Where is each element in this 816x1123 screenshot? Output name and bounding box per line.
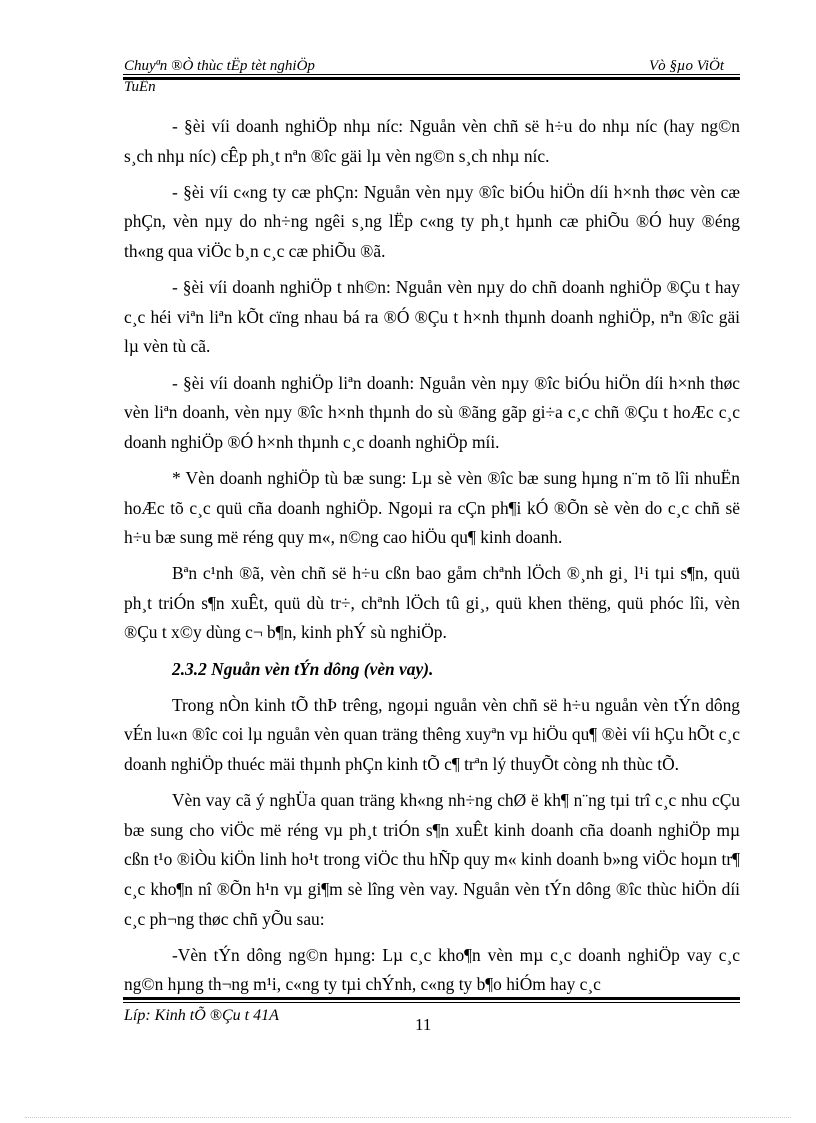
- paragraph: - §èi víi c«ng ty cæ phÇn: Nguån vèn nµy ®îc biÓu hiÖn díi h×nh thøc vèn cæ phÇn, vèn nµy do nh÷ng ngêi s¸ng lËp c«ng ty ph¸t hµnh cæ phiÕu ®Ó huy ®éng th«ng qua viÖc b¸n c¸c cæ phiÕu ®ã.: [124, 181, 740, 261]
- paragraph: Vèn vay cã ý nghÜa quan träng kh«ng nh÷ng chØ ë kh¶ n¨ng tµi trî c¸c nhu cÇu bæ sung cho viÖc më réng vµ ph¸t triÓn s¶n xuÊt kinh doanh cña doanh nghiÖp mµ cßn t¹o ®iÒu kiÖn linh ho¹t trong viÖc thu hÑp quy m« kinh doanh b»ng viÖc hoµn tr¶ c¸c kho¶n nî ®Õn h¹n vµ gi¶m sè lîng vèn vay. Nguån vèn tÝn dông ®îc thùc hiÖn díi c¸c ph¬ng thøc chñ yÕu sau:: [124, 790, 740, 929]
- page-number: 11: [415, 1015, 432, 1034]
- header-rule-thick: [123, 77, 740, 80]
- paragraph: -Vèn tÝn dông ng©n hµng: Lµ c¸c kho¶n vèn mµ c¸c doanh nghiÖp vay c¸c ng©n hµng th¬ng m¹i, c«ng ty tµi chÝnh, c«ng ty b¶o hiÓm hay c¸c: [124, 944, 740, 995]
- header-title: Chuyªn ®Ò thùc tËp tèt nghiÖp: [124, 58, 315, 74]
- paragraph: - §èi víi doanh nghiÖp liªn doanh: Nguån vèn nµy ®îc biÓu hiÖn díi h×nh thøc vèn liªn doanh, vèn nµy ®îc h×nh thµnh do sù ®ãng gãp gi÷a c¸c chñ ®Çu t hoÆc c¸c doanh nghiÖp ®Ó h×nh thµnh c¸c doanh nghiÖp míi.: [124, 372, 740, 452]
- page-bottom-edge: [25, 1117, 791, 1118]
- header-rule-thin: [123, 74, 740, 75]
- paragraph: - §èi víi doanh nghiÖp t nh©n: Nguån vèn nµy do chñ doanh nghiÖp ®Çu t hay c¸c héi viªn liªn kÕt cïng nhau bá ra ®Ó ®Çu t h×nh thµnh doanh nghiÖp, nªn ®îc gäi lµ vèn tù cã.: [124, 277, 740, 357]
- paragraph: Trong nÒn kinh tÕ thÞ trêng, ngoµi nguån vèn chñ së h÷u nguån vèn tÝn dông vÉn lu«n ®îc coi lµ nguån vèn quan träng thêng xuyªn vµ hiÖu qu¶ ®èi víi hÇu hÕt c¸c doanh nghiÖp thuéc mäi thµnh phÇn kinh tÕ c¶ trªn lý thuyÕt còng nh thùc tÕ.: [124, 694, 740, 775]
- paragraph: Bªn c¹nh ®ã, vèn chñ së h÷u cßn bao gåm chªnh lÖch ®¸nh gi¸ l¹i tµi s¶n, quü ph¸t triÓn s¶n xuÊt, quü dù tr÷, chªnh lÖch tû gi¸, quü khen thëng, quü phóc lîi, vèn ®Çu t x©y dùng c¬ b¶n, kinh phÝ sù nghiÖp.: [124, 563, 740, 643]
- body-text: [124, 112, 740, 1007]
- footer-rule-thin: [123, 1002, 740, 1003]
- footer-class: Líp: Kinh tÕ ®Çu t 41A: [124, 1007, 279, 1024]
- footer-rule-thick: [123, 997, 740, 1000]
- header-author: Vò §µo ViÖt: [648, 58, 724, 74]
- section-heading: 2.3.2 Nguån vèn tÝn dông (vèn vay).: [172, 658, 434, 679]
- paragraph: * Vèn doanh nghiÖp tù bæ sung: Lµ sè vèn ®îc bæ sung hµng n¨m tõ lîi nhuËn hoÆc tõ c¸c quü cña doanh nghiÖp. Ngoµi ra cÇn ph¶i kÓ ®Õn sè vèn do c¸c chñ së h÷u bæ sung më réng quy m«, n©ng cao hiÖu qu¶ kinh doanh.: [124, 467, 740, 548]
- header-author-continued: TuÊn: [124, 79, 156, 95]
- paragraph: - §èi víi doanh nghiÖp nhµ níc: Nguån vèn chñ së h÷u do nhµ níc (hay ng©n s¸ch nhµ níc) cÊp ph¸t nªn ®îc gäi lµ vèn ng©n s¸ch nhµ níc.: [124, 116, 740, 166]
